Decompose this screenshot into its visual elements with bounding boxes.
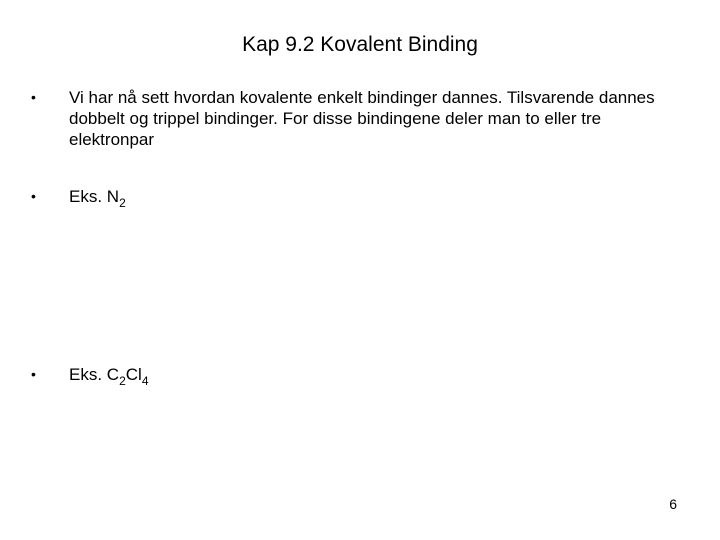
bullet-point-icon: •	[31, 188, 36, 204]
example-prefix: Eks. C	[69, 365, 120, 384]
formula-part: Cl	[125, 365, 142, 384]
example-prefix: Eks. N	[69, 187, 120, 206]
bullet-point-icon: •	[31, 89, 36, 105]
slide-title: Kap 9.2 Kovalent Binding	[242, 33, 478, 56]
subscript: 2	[119, 196, 126, 210]
subscript: 2	[119, 374, 126, 388]
bullet-text: Vi har nå sett hvordan kovalente enkelt bindinger dannes. Tilsvarende dannes dobbelt og trippel bindinger. For disse bindingene deler man to eller tre elektronpar	[69, 88, 655, 149]
example-n2	[69, 186, 689, 210]
page-number: 6	[669, 496, 677, 512]
bullet-point-icon: •	[31, 366, 36, 382]
example-c2cl4	[69, 364, 689, 388]
subscript: 4	[141, 374, 149, 388]
